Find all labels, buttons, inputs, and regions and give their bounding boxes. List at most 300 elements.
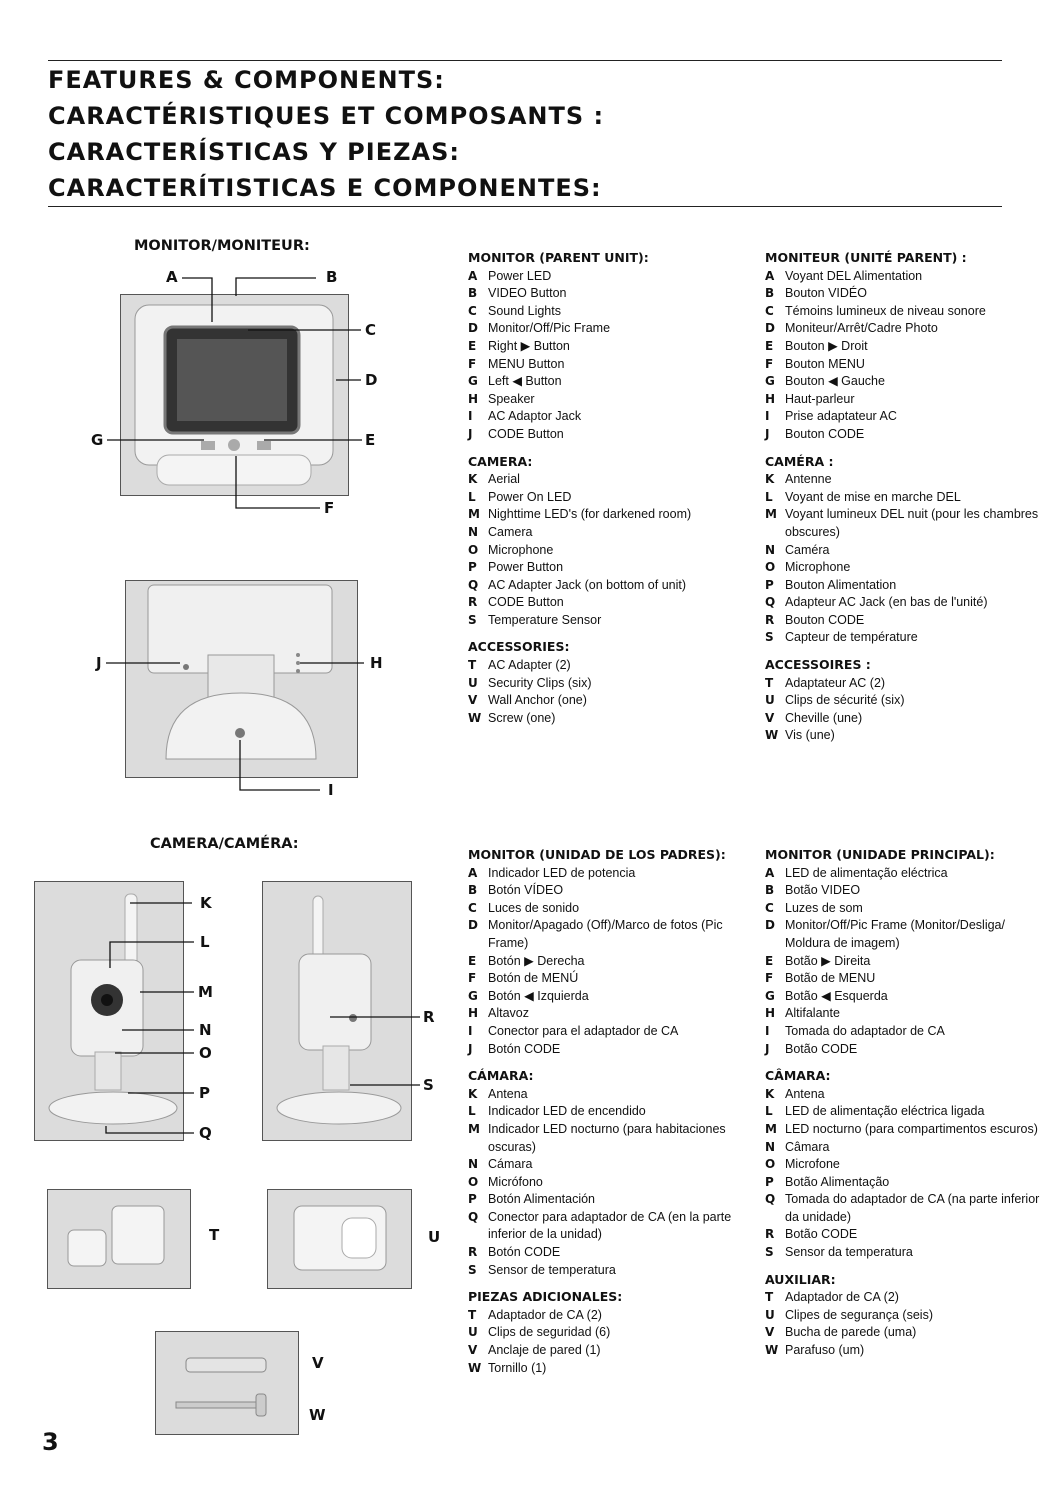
component-letter: K: [468, 472, 478, 487]
component-list-item: [765, 953, 1050, 971]
component-letter: E: [765, 953, 774, 968]
component-description: Nighttime LED's (for darkened room): [488, 507, 692, 522]
component-description: AC Adapter Jack (on bottom of unit): [488, 577, 687, 592]
component-list-item: [468, 391, 753, 409]
component-list-item: [765, 338, 1050, 356]
top-rule: [48, 60, 1002, 61]
component-description: Adaptador de CA (2): [785, 1290, 899, 1305]
component-description: Right ▶ Button: [488, 338, 570, 353]
component-description: Antenne: [785, 472, 832, 487]
component-letter: F: [468, 971, 477, 986]
title-fr: CARACTÉRISTIQUES ET COMPOSANTS :: [48, 102, 605, 130]
component-description: Capteur de température: [785, 630, 918, 645]
component-letter: N: [765, 542, 776, 557]
component-list-item: [468, 577, 753, 595]
component-list-item: [468, 657, 753, 675]
monitor-front-illustration: [121, 295, 348, 495]
component-description: Monitor/Off/Pic Frame (Monitor/Desliga/ Moldura de imagem): [785, 918, 1005, 950]
component-letter: F: [765, 356, 774, 371]
column-portuguese-bottom: [765, 846, 1050, 1360]
component-letter: N: [468, 1157, 479, 1172]
component-letter: B: [468, 286, 478, 301]
component-list-item: [468, 1023, 753, 1041]
component-description: Botón CODE: [488, 1245, 561, 1260]
section-heading: MONITOR (UNIDADE PRINCIPAL):: [765, 847, 995, 862]
monitor-back-illustration: [126, 581, 357, 777]
component-description: Power Button: [488, 560, 564, 575]
component-list-item: [468, 524, 753, 542]
component-letter: N: [765, 1139, 776, 1154]
callout-q: Q: [199, 1124, 212, 1142]
component-description: Prise adaptateur AC: [785, 409, 897, 424]
ac-adapters-photo: [47, 1189, 191, 1289]
component-description: Monitor/Off/Pic Frame: [488, 321, 611, 336]
section-heading: CAMERA:: [468, 453, 533, 469]
component-list-item: [765, 1086, 1050, 1104]
component-description: Microphone: [488, 542, 554, 557]
monitor-section-label: MONITOR/MONITEUR:: [134, 238, 310, 254]
component-description: Clipes de segurança (seis): [785, 1307, 933, 1322]
component-description: Wall Anchor (one): [488, 693, 587, 708]
component-letter: U: [468, 675, 478, 690]
component-letter: K: [765, 1086, 775, 1101]
component-letter: Q: [468, 577, 479, 592]
component-list-item: [765, 1103, 1050, 1121]
component-description: Indicador LED de potencia: [488, 865, 636, 880]
component-letter: R: [765, 612, 775, 627]
component-letter: E: [468, 953, 477, 968]
callout-t: T: [209, 1226, 220, 1244]
component-list-item: [765, 285, 1050, 303]
callout-m: M: [198, 983, 213, 1001]
component-letter: D: [765, 321, 775, 336]
section-heading: ACCESSOIRES :: [765, 657, 871, 673]
component-list-item: [468, 1174, 753, 1192]
component-list-item: [765, 675, 1050, 693]
component-letter: D: [468, 918, 478, 933]
component-list-item: [468, 489, 753, 507]
component-letter: U: [765, 1307, 775, 1322]
title-es: CARACTERÍSTICAS Y PIEZAS:: [48, 138, 460, 166]
component-description: AC Adapter (2): [488, 658, 571, 673]
component-list-item: [765, 542, 1050, 560]
component-description: Botão ◀ Esquerda: [785, 988, 888, 1003]
component-description: Bouton CODE: [785, 426, 865, 441]
component-list-item: [765, 559, 1050, 577]
component-list-item: [468, 917, 753, 952]
security-clip-illustration: [268, 1190, 411, 1288]
monitor-back-photo: [125, 580, 358, 778]
component-list-item: [765, 356, 1050, 374]
component-list-item: [765, 1023, 1050, 1041]
component-description: Camera: [488, 524, 533, 539]
component-description: Microphone: [785, 560, 851, 575]
component-letter: P: [468, 560, 477, 575]
component-list-item: [468, 356, 753, 374]
component-description: Câmara: [785, 1139, 830, 1154]
anchor-screw-illustration: [156, 1332, 298, 1434]
component-list-item: [765, 727, 1050, 745]
component-description: Adaptateur AC (2): [785, 675, 886, 690]
component-description: Voyant de mise en marche DEL: [785, 489, 961, 504]
section-heading: CÁMARA:: [468, 1068, 534, 1084]
camera-back-photo: [262, 881, 412, 1141]
title-bottom-rule: [48, 206, 1002, 207]
component-description: Témoins lumineux de niveau sonore: [785, 303, 986, 318]
component-description: LED de alimentação eléctrica: [785, 865, 948, 880]
component-list-item: [765, 988, 1050, 1006]
component-list-item: [765, 577, 1050, 595]
component-letter: L: [468, 489, 476, 504]
component-letter: T: [765, 1290, 774, 1305]
component-letter: M: [468, 507, 480, 522]
callout-e: E: [365, 431, 376, 449]
component-list-item: [468, 268, 753, 286]
component-list-item: [468, 710, 753, 728]
component-letter: J: [765, 426, 770, 441]
component-description: Antena: [785, 1086, 825, 1101]
component-letter: H: [468, 1006, 479, 1021]
component-letter: Q: [765, 595, 776, 610]
component-description: Botón ◀ Izquierda: [488, 988, 589, 1003]
callout-v: V: [312, 1354, 324, 1372]
component-letter: V: [765, 710, 775, 725]
callout-k: K: [200, 894, 212, 912]
component-description: Bouton VIDÉO: [785, 286, 867, 301]
component-list-item: [468, 953, 753, 971]
component-description: Botón ▶ Derecha: [488, 953, 585, 968]
component-letter: B: [468, 883, 478, 898]
component-list-item: [468, 338, 753, 356]
component-list-item: [765, 1324, 1050, 1342]
component-list-item: [765, 426, 1050, 444]
component-list-item: [468, 542, 753, 560]
component-letter: J: [765, 1041, 770, 1056]
component-description: Sensor da temperatura: [785, 1245, 913, 1260]
component-letter: U: [765, 693, 775, 708]
component-list-item: [765, 1156, 1050, 1174]
component-description: Botón Alimentación: [488, 1192, 596, 1207]
component-letter: S: [765, 1245, 774, 1260]
component-letter: I: [468, 409, 473, 424]
component-description: Temperature Sensor: [488, 612, 602, 627]
component-list-item: [468, 1191, 753, 1209]
callout-h: H: [370, 654, 383, 672]
component-list-item: [765, 1226, 1050, 1244]
component-letter: J: [468, 1041, 473, 1056]
callout-w: W: [309, 1406, 326, 1424]
component-description: Caméra: [785, 542, 830, 557]
component-letter: A: [468, 268, 478, 283]
monitor-front-photo: [120, 294, 349, 496]
component-description: Luces de sonido: [488, 900, 580, 915]
component-list-item: [765, 1139, 1050, 1157]
component-description: Altavoz: [488, 1006, 529, 1021]
component-letter: L: [765, 1104, 773, 1119]
component-list-item: [468, 285, 753, 303]
component-list-item: [765, 506, 1050, 541]
section-heading: AUXILIAR:: [765, 1271, 836, 1287]
component-letter: S: [468, 612, 477, 627]
component-list-item: [468, 692, 753, 710]
component-description: Botão Alimentação: [785, 1174, 890, 1189]
component-description: Cámara: [488, 1157, 533, 1172]
component-description: Botón VÍDEO: [488, 883, 564, 898]
page-number: 3: [42, 1428, 59, 1456]
section-heading: MONITOR (PARENT UNIT):: [468, 250, 649, 265]
component-description: Cheville (une): [785, 710, 863, 725]
component-letter: A: [765, 268, 775, 283]
component-letter: P: [765, 577, 774, 592]
component-list-item: [468, 865, 753, 883]
component-letter: H: [765, 1006, 776, 1021]
component-letter: K: [765, 472, 775, 487]
component-list-item: [765, 1005, 1050, 1023]
component-letter: O: [468, 542, 479, 557]
component-list-item: [765, 1342, 1050, 1360]
component-letter: V: [468, 1343, 478, 1358]
component-list-item: [765, 882, 1050, 900]
component-description: Adapteur AC Jack (en bas de l'unité): [785, 595, 988, 610]
component-description: Indicador LED de encendido: [488, 1104, 646, 1119]
component-list-item: [468, 1156, 753, 1174]
component-letter: A: [468, 865, 478, 880]
component-letter: S: [468, 1262, 477, 1277]
component-letter: V: [468, 693, 478, 708]
component-letter: T: [468, 658, 477, 673]
component-description: Tomada do adaptador de CA: [785, 1023, 945, 1038]
component-description: Botão de MENU: [785, 971, 876, 986]
callout-l: L: [200, 933, 210, 951]
component-letter: O: [765, 1157, 776, 1172]
component-list-item: [468, 970, 753, 988]
component-letter: L: [468, 1104, 476, 1119]
callout-o: O: [199, 1044, 212, 1062]
component-letter: G: [765, 374, 775, 389]
component-letter: D: [765, 918, 775, 933]
component-list-item: [765, 373, 1050, 391]
component-letter: W: [765, 1343, 779, 1358]
component-list-item: [765, 408, 1050, 426]
component-list-item: [468, 1244, 753, 1262]
component-letter: E: [468, 338, 477, 353]
component-list-item: [765, 612, 1050, 630]
component-description: Speaker: [488, 391, 535, 406]
component-letter: Q: [468, 1209, 479, 1224]
component-list-item: [468, 506, 753, 524]
component-list-item: [468, 373, 753, 391]
component-letter: W: [765, 728, 779, 743]
component-list-item: [468, 408, 753, 426]
component-description: Screw (one): [488, 710, 556, 725]
component-description: Luzes de som: [785, 900, 863, 915]
component-description: LED nocturno (para compartimentos escuros): [785, 1121, 1038, 1136]
component-letter: A: [765, 865, 775, 880]
component-list-item: [468, 1307, 753, 1325]
component-description: Power LED: [488, 268, 552, 283]
component-description: Parafuso (um): [785, 1343, 865, 1358]
component-description: Botão CODE: [785, 1227, 858, 1242]
component-letter: Q: [765, 1192, 776, 1207]
column-spanish-bottom: [468, 846, 753, 1377]
component-letter: G: [468, 374, 478, 389]
component-letter: F: [468, 356, 477, 371]
component-description: Left ◀ Button: [488, 374, 562, 389]
component-list-item: [765, 1244, 1050, 1262]
security-clips-photo: [267, 1189, 412, 1289]
component-description: Moniteur/Arrêt/Cadre Photo: [785, 321, 938, 336]
callout-j: J: [96, 654, 102, 672]
page-title: [48, 62, 604, 206]
component-description: Vis (une): [785, 728, 835, 743]
callout-a: A: [166, 268, 178, 286]
component-list-item: [765, 1174, 1050, 1192]
component-letter: D: [468, 321, 478, 336]
component-description: Voyant lumineux DEL nuit (pour les chambres obscures): [785, 507, 1039, 539]
component-list-item: [765, 268, 1050, 286]
component-list-item: [468, 1005, 753, 1023]
component-letter: G: [765, 988, 775, 1003]
component-description: Micrófono: [488, 1174, 543, 1189]
anchor-screw-photo: [155, 1331, 299, 1435]
component-letter: C: [765, 303, 774, 318]
camera-back-illustration: [263, 882, 411, 1140]
component-letter: L: [765, 489, 773, 504]
component-letter: R: [468, 1245, 478, 1260]
component-list-item: [765, 1121, 1050, 1139]
callout-d: D: [365, 371, 378, 389]
component-letter: K: [468, 1086, 478, 1101]
component-description: Bucha de parede (uma): [785, 1325, 917, 1340]
component-description: LED de alimentação eléctrica ligada: [785, 1104, 985, 1119]
component-description: AC Adaptor Jack: [488, 409, 582, 424]
component-list-item: [468, 612, 753, 630]
component-description: Bouton MENU: [785, 356, 865, 371]
component-letter: M: [468, 1121, 480, 1136]
component-letter: J: [468, 426, 473, 441]
component-list-item: [765, 865, 1050, 883]
component-list-item: [765, 471, 1050, 489]
section-heading: MONITOR (UNIDAD DE LOS PADRES):: [468, 847, 726, 862]
component-description: VIDEO Button: [488, 286, 567, 301]
component-description: Adaptador de CA (2): [488, 1307, 602, 1322]
component-list-item: [765, 489, 1050, 507]
component-letter: V: [765, 1325, 775, 1340]
component-letter: I: [765, 1023, 770, 1038]
component-list-item: [765, 1289, 1050, 1307]
camera-front-photo: [34, 881, 184, 1141]
component-description: Conector para el adaptador de CA: [488, 1023, 679, 1038]
component-letter: B: [765, 883, 775, 898]
component-letter: N: [468, 524, 479, 539]
component-letter: O: [765, 560, 776, 575]
component-letter: W: [468, 1360, 482, 1375]
component-list-item: [468, 988, 753, 1006]
column-french-top: [765, 249, 1050, 745]
component-list-item: [468, 594, 753, 612]
section-heading: PIEZAS ADICIONALES:: [468, 1289, 623, 1305]
component-list-item: [765, 391, 1050, 409]
component-letter: M: [765, 507, 777, 522]
component-list-item: [765, 1191, 1050, 1226]
component-letter: R: [765, 1227, 775, 1242]
component-letter: F: [765, 971, 774, 986]
callout-u: U: [428, 1228, 441, 1246]
component-description: Bouton ▶ Droit: [785, 338, 868, 353]
component-letter: T: [765, 675, 774, 690]
component-description: Tornillo (1): [488, 1360, 547, 1375]
callout-i: I: [328, 781, 334, 799]
component-list-item: [765, 303, 1050, 321]
component-list-item: [765, 320, 1050, 338]
component-list-item: [468, 1103, 753, 1121]
component-letter: E: [765, 338, 774, 353]
component-list-item: [765, 594, 1050, 612]
component-letter: T: [468, 1307, 477, 1322]
component-description: Bouton Alimentation: [785, 577, 897, 592]
component-description: Indicador LED nocturno (para habitaciones oscuras): [488, 1121, 726, 1154]
component-letter: U: [468, 1325, 478, 1340]
component-list-item: [468, 1342, 753, 1360]
component-description: Botão VIDEO: [785, 883, 861, 898]
component-description: Security Clips (six): [488, 675, 592, 690]
component-letter: C: [468, 303, 477, 318]
ac-adapter-illustration: [48, 1190, 190, 1288]
column-english-top: [468, 249, 753, 727]
section-heading: CAMÉRA :: [765, 453, 834, 469]
component-description: Voyant DEL Alimentation: [785, 268, 923, 283]
component-list-item: [765, 900, 1050, 918]
component-description: Microfone: [785, 1157, 840, 1172]
callout-n: N: [199, 1021, 212, 1039]
section-heading: CÂMARA:: [765, 1068, 831, 1084]
component-letter: P: [468, 1192, 477, 1207]
component-list-item: [468, 320, 753, 338]
component-letter: M: [765, 1121, 777, 1136]
component-list-item: [468, 1360, 753, 1378]
component-description: Bouton CODE: [785, 612, 865, 627]
title-pt: CARACTERÍTISTICAS E COMPONENTES:: [48, 174, 602, 202]
component-description: Monitor/Apagado (Off)/Marco de fotos (Pic Frame): [488, 918, 723, 950]
component-letter: B: [765, 286, 775, 301]
component-list-item: [468, 1324, 753, 1342]
callout-f: F: [324, 499, 335, 517]
camera-section-label: CAMERA/CAMÉRA:: [150, 836, 299, 852]
callout-b: B: [326, 268, 338, 286]
component-letter: I: [765, 409, 770, 424]
section-heading: ACCESSORIES:: [468, 639, 570, 655]
component-description: Altifalante: [785, 1006, 840, 1021]
component-list-item: [468, 303, 753, 321]
component-list-item: [468, 1121, 753, 1156]
component-letter: P: [765, 1174, 774, 1189]
component-list-item: [765, 1041, 1050, 1059]
component-description: Anclaje de pared (1): [488, 1343, 601, 1358]
title-en: FEATURES & COMPONENTS:: [48, 66, 445, 94]
component-description: Haut-parleur: [785, 391, 855, 406]
callout-g: G: [91, 431, 104, 449]
component-description: Tomada do adaptador de CA (na parte inferior da unidade): [785, 1192, 1040, 1224]
component-list-item: [468, 675, 753, 693]
component-letter: R: [468, 595, 478, 610]
component-description: Sound Lights: [488, 303, 561, 318]
callout-r: R: [423, 1008, 435, 1026]
component-description: Botão ▶ Direita: [785, 953, 871, 968]
component-description: Aerial: [488, 472, 520, 487]
component-list-item: [468, 900, 753, 918]
component-letter: C: [765, 900, 774, 915]
component-list-item: [468, 1086, 753, 1104]
